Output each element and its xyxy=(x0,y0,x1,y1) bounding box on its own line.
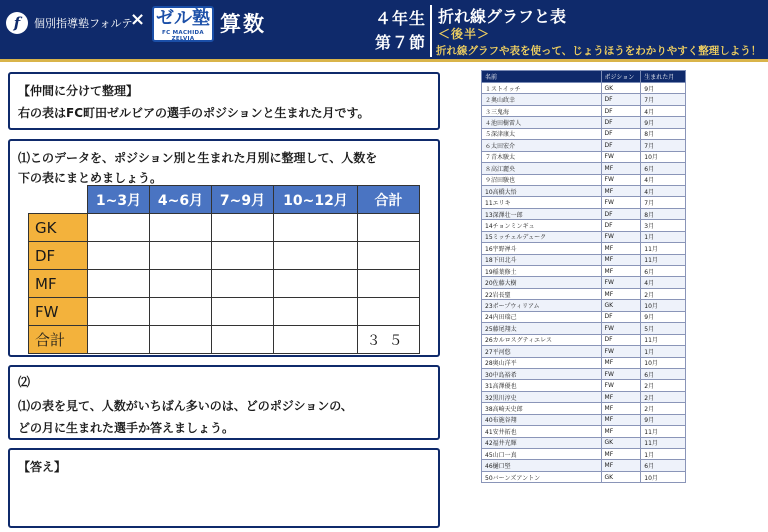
roster-position: MF xyxy=(601,163,641,174)
roster-row xyxy=(482,380,686,391)
tally-cell[interactable] xyxy=(150,214,212,242)
roster-birth-month: 9月 xyxy=(641,414,686,425)
roster-row xyxy=(482,105,686,116)
roster-row xyxy=(482,449,686,460)
roster-birth-month: 11月 xyxy=(641,334,686,345)
intro-body: 右の表はFC町田ゼルビアの選手のポジションと生まれた月です。 xyxy=(18,106,370,120)
roster-birth-month: 2月 xyxy=(641,403,686,414)
roster-position: MF xyxy=(601,449,641,460)
roster-row xyxy=(482,94,686,105)
roster-row xyxy=(482,185,686,196)
roster-player-name: ３三鬼海 xyxy=(482,105,602,116)
roster-row xyxy=(482,437,686,448)
roster-birth-month: 4月 xyxy=(641,174,686,185)
tally-cell[interactable] xyxy=(212,326,274,354)
roster-position: DF xyxy=(601,94,641,105)
roster-position: GK xyxy=(601,300,641,311)
tally-header-row xyxy=(29,186,420,214)
roster-birth-month: 6月 xyxy=(641,163,686,174)
roster-player-name: 31高澤優也 xyxy=(482,380,602,391)
tally-cell[interactable] xyxy=(88,270,150,298)
roster-player-name: ８高江麗央 xyxy=(482,163,602,174)
roster-player-name: 16宇野禅斗 xyxy=(482,243,602,254)
roster-player-name: 10高橋大悟 xyxy=(482,185,602,196)
tally-row-total xyxy=(29,326,420,354)
roster-position: DF xyxy=(601,311,641,322)
tally-row-gk xyxy=(29,214,420,242)
player-roster-table xyxy=(481,70,686,483)
roster-birth-month: 2月 xyxy=(641,288,686,299)
roster-row xyxy=(482,266,686,277)
question1-line1: ⑴このデータを、ポジション別と生まれた月別に整理して、人数を xyxy=(18,151,378,165)
roster-player-name: 42福井光輝 xyxy=(482,437,602,448)
roster-player-name: 30中島裕希 xyxy=(482,368,602,379)
tally-col-header: 1~3月 xyxy=(88,186,150,214)
roster-birth-month: 2月 xyxy=(641,391,686,402)
roster-birth-month: 5月 xyxy=(641,323,686,334)
roster-position: MF xyxy=(601,391,641,402)
roster-birth-month: 4月 xyxy=(641,105,686,116)
roster-row xyxy=(482,460,686,471)
roster-birth-month: 6月 xyxy=(641,266,686,277)
roster-col-header: ポジション xyxy=(601,71,641,83)
question1-line2: 下の表にまとめましょう。 xyxy=(18,171,163,185)
roster-row xyxy=(482,403,686,414)
roster-player-name: 20佐藤大樹 xyxy=(482,277,602,288)
roster-birth-month: 10月 xyxy=(641,300,686,311)
roster-birth-month: 7月 xyxy=(641,140,686,151)
tally-cell[interactable] xyxy=(358,242,420,270)
roster-player-name: ２奥山政幸 xyxy=(482,94,602,105)
roster-player-name: 46樋口堅 xyxy=(482,460,602,471)
tally-row-df xyxy=(29,242,420,270)
tally-cell[interactable] xyxy=(274,242,358,270)
grand-total-cell: ３５ xyxy=(358,326,420,354)
roster-birth-month: 11月 xyxy=(641,437,686,448)
part-label: ＜後半＞ xyxy=(438,27,491,41)
roster-row xyxy=(482,346,686,357)
roster-row xyxy=(482,471,686,482)
roster-position: DF xyxy=(601,117,641,128)
roster-col-header: 生まれた月 xyxy=(641,71,686,83)
roster-position: MF xyxy=(601,266,641,277)
roster-birth-month: 6月 xyxy=(641,368,686,379)
roster-birth-month: 6月 xyxy=(641,460,686,471)
tally-cell[interactable] xyxy=(358,270,420,298)
roster-position: FW xyxy=(601,231,641,242)
tally-cell[interactable] xyxy=(274,214,358,242)
roster-player-name: 41安井拓也 xyxy=(482,426,602,437)
roster-player-name: 40布施谷翔 xyxy=(482,414,602,425)
roster-player-name: 18下田北斗 xyxy=(482,254,602,265)
roster-row xyxy=(482,140,686,151)
lesson-label: 第７節 xyxy=(374,33,426,52)
brand-name: 個別指導塾フォルテ xyxy=(34,17,133,30)
question2-line1: ⑴の表を見て、人数がいちばん多いのは、どのポジションの、 xyxy=(18,399,353,413)
tally-row-label: FW xyxy=(29,298,88,326)
roster-birth-month: 9月 xyxy=(641,83,686,94)
roster-row xyxy=(482,254,686,265)
roster-position: DF xyxy=(601,140,641,151)
roster-position: FW xyxy=(601,323,641,334)
roster-position: GK xyxy=(601,83,641,94)
tally-cell[interactable] xyxy=(358,214,420,242)
tally-cell[interactable] xyxy=(358,298,420,326)
roster-row xyxy=(482,391,686,402)
tally-cell[interactable] xyxy=(88,214,150,242)
question2-number: ⑵ xyxy=(18,375,31,389)
tally-cell[interactable] xyxy=(88,298,150,326)
tally-row-label: GK xyxy=(29,214,88,242)
brand xyxy=(6,12,132,34)
roster-row xyxy=(482,368,686,379)
tally-row-label: MF xyxy=(29,270,88,298)
roster-player-name: 38高崎天史郎 xyxy=(482,403,602,414)
tally-cell[interactable] xyxy=(150,270,212,298)
roster-position: MF xyxy=(601,288,641,299)
roster-row xyxy=(482,83,686,94)
roster-player-name: 25藤尾翔太 xyxy=(482,323,602,334)
roster-position: MF xyxy=(601,414,641,425)
tally-cell[interactable] xyxy=(88,326,150,354)
forte-logo-icon: f xyxy=(6,12,28,34)
roster-row xyxy=(482,208,686,219)
roster-position: FW xyxy=(601,346,641,357)
tally-row-label: 合計 xyxy=(29,326,88,354)
roster-position: FW xyxy=(601,174,641,185)
roster-position: MF xyxy=(601,243,641,254)
roster-player-name: 13深澤壮一郎 xyxy=(482,208,602,219)
roster-position: DF xyxy=(601,208,641,219)
tally-col-header: 4~6月 xyxy=(150,186,212,214)
roster-player-name: １ストイッチ xyxy=(482,83,602,94)
roster-position: DF xyxy=(601,334,641,345)
tally-row-label: DF xyxy=(29,242,88,270)
grade-label: ４年生 xyxy=(374,9,426,28)
roster-row xyxy=(482,300,686,311)
tally-table xyxy=(28,185,420,354)
roster-player-name: 24内田瑞己 xyxy=(482,311,602,322)
roster-row xyxy=(482,414,686,425)
zel-juku-logo-text: ゼル塾 xyxy=(156,8,210,29)
tally-cell[interactable] xyxy=(212,298,274,326)
roster-row xyxy=(482,197,686,208)
roster-player-name: 15ミッチェルデューク xyxy=(482,231,602,242)
roster-position: MF xyxy=(601,460,641,471)
roster-birth-month: 4月 xyxy=(641,185,686,196)
tally-col-header: 合計 xyxy=(358,186,420,214)
roster-row xyxy=(482,334,686,345)
roster-position: MF xyxy=(601,254,641,265)
roster-birth-month: 1月 xyxy=(641,346,686,357)
roster-position: FW xyxy=(601,380,641,391)
roster-player-name: 19稲葉修土 xyxy=(482,266,602,277)
roster-row xyxy=(482,174,686,185)
answer-box[interactable] xyxy=(8,448,440,528)
roster-row xyxy=(482,117,686,128)
roster-body xyxy=(482,83,686,483)
roster-player-name: 23ポープウィリアム xyxy=(482,300,602,311)
roster-position: FW xyxy=(601,277,641,288)
tally-cell[interactable] xyxy=(274,298,358,326)
tally-cell[interactable] xyxy=(212,242,274,270)
roster-birth-month: 9月 xyxy=(641,311,686,322)
roster-birth-month: 7月 xyxy=(641,94,686,105)
roster-player-name: 27平河悠 xyxy=(482,346,602,357)
roster-player-name: 50バーンズアントン xyxy=(482,471,602,482)
roster-birth-month: 1月 xyxy=(641,231,686,242)
tally-col-header: 10~12月 xyxy=(274,186,358,214)
roster-birth-month: 9月 xyxy=(641,117,686,128)
roster-position: FW xyxy=(601,151,641,162)
roster-birth-month: 11月 xyxy=(641,254,686,265)
roster-row xyxy=(482,426,686,437)
roster-player-name: ５深津康太 xyxy=(482,128,602,139)
roster-birth-month: 7月 xyxy=(641,197,686,208)
roster-position: MF xyxy=(601,403,641,414)
intro-box xyxy=(8,72,440,130)
header-bar xyxy=(0,0,768,62)
tally-corner xyxy=(29,186,88,214)
roster-position: DF xyxy=(601,220,641,231)
tally-cell[interactable] xyxy=(212,214,274,242)
roster-birth-month: 8月 xyxy=(641,128,686,139)
roster-player-name: 11エリキ xyxy=(482,197,602,208)
roster-row xyxy=(482,357,686,368)
roster-row xyxy=(482,311,686,322)
topic-title: 折れ線グラフと表 xyxy=(438,7,567,26)
roster-position: DF xyxy=(601,128,641,139)
tally-row-mf xyxy=(29,270,420,298)
roster-birth-month: 11月 xyxy=(641,243,686,254)
roster-player-name: 14チョンミンギュ xyxy=(482,220,602,231)
tally-row-fw xyxy=(29,298,420,326)
roster-birth-month: 10月 xyxy=(641,471,686,482)
roster-col-header: 名前 xyxy=(482,71,602,83)
roster-position: MF xyxy=(601,357,641,368)
roster-player-name: 22岩長聖 xyxy=(482,288,602,299)
roster-position: MF xyxy=(601,185,641,196)
subject-title: 算数 xyxy=(220,12,266,36)
roster-birth-month: 8月 xyxy=(641,208,686,219)
roster-row xyxy=(482,163,686,174)
roster-position: MF xyxy=(601,426,641,437)
header-divider xyxy=(430,5,432,57)
roster-player-name: ４池田樹雷人 xyxy=(482,117,602,128)
roster-row xyxy=(482,323,686,334)
roster-birth-month: 2月 xyxy=(641,380,686,391)
roster-birth-month: 4月 xyxy=(641,277,686,288)
roster-player-name: ７青木駿太 xyxy=(482,151,602,162)
collab-cross: × xyxy=(130,9,146,30)
tally-cell[interactable] xyxy=(88,242,150,270)
zel-juku-logo-icon xyxy=(152,6,214,42)
roster-row xyxy=(482,128,686,139)
roster-birth-month: 10月 xyxy=(641,151,686,162)
answer-heading: 【答え】 xyxy=(18,460,67,474)
roster-birth-month: 1月 xyxy=(641,449,686,460)
tally-cell[interactable] xyxy=(212,270,274,298)
roster-row xyxy=(482,220,686,231)
roster-position: FW xyxy=(601,197,641,208)
roster-player-name: 45山口一真 xyxy=(482,449,602,460)
tally-cell[interactable] xyxy=(150,298,212,326)
roster-player-name: 28奥山洋平 xyxy=(482,357,602,368)
tally-col-header: 7~9月 xyxy=(212,186,274,214)
roster-player-name: 32黒川淳史 xyxy=(482,391,602,402)
roster-position: GK xyxy=(601,437,641,448)
tally-cell[interactable] xyxy=(150,242,212,270)
roster-player-name: ９沼田駿也 xyxy=(482,174,602,185)
roster-header-row xyxy=(482,71,686,83)
tally-cell[interactable] xyxy=(274,270,358,298)
zel-juku-logo-subtext: FC MACHIDA ZELVIA xyxy=(162,30,204,42)
roster-position: FW xyxy=(601,368,641,379)
roster-row xyxy=(482,288,686,299)
roster-row xyxy=(482,277,686,288)
roster-player-name: 26カルロスグティエレス xyxy=(482,334,602,345)
roster-row xyxy=(482,151,686,162)
intro-heading: 【仲間に分けて整理】 xyxy=(18,84,139,98)
roster-row xyxy=(482,243,686,254)
goal-text: 折れ線グラフや表を使って、じょうほうをわかりやすく整理しよう！ xyxy=(436,45,762,57)
roster-birth-month: 11月 xyxy=(641,426,686,437)
roster-position: DF xyxy=(601,105,641,116)
tally-cell[interactable] xyxy=(150,326,212,354)
tally-cell[interactable] xyxy=(274,326,358,354)
roster-position: GK xyxy=(601,471,641,482)
roster-row xyxy=(482,231,686,242)
roster-birth-month: 3月 xyxy=(641,220,686,231)
question2-line2: どの月に生まれた選手か答えましょう。 xyxy=(18,421,235,435)
roster-birth-month: 10月 xyxy=(641,357,686,368)
question2-box xyxy=(8,365,440,440)
roster-player-name: ６太田宏介 xyxy=(482,140,602,151)
